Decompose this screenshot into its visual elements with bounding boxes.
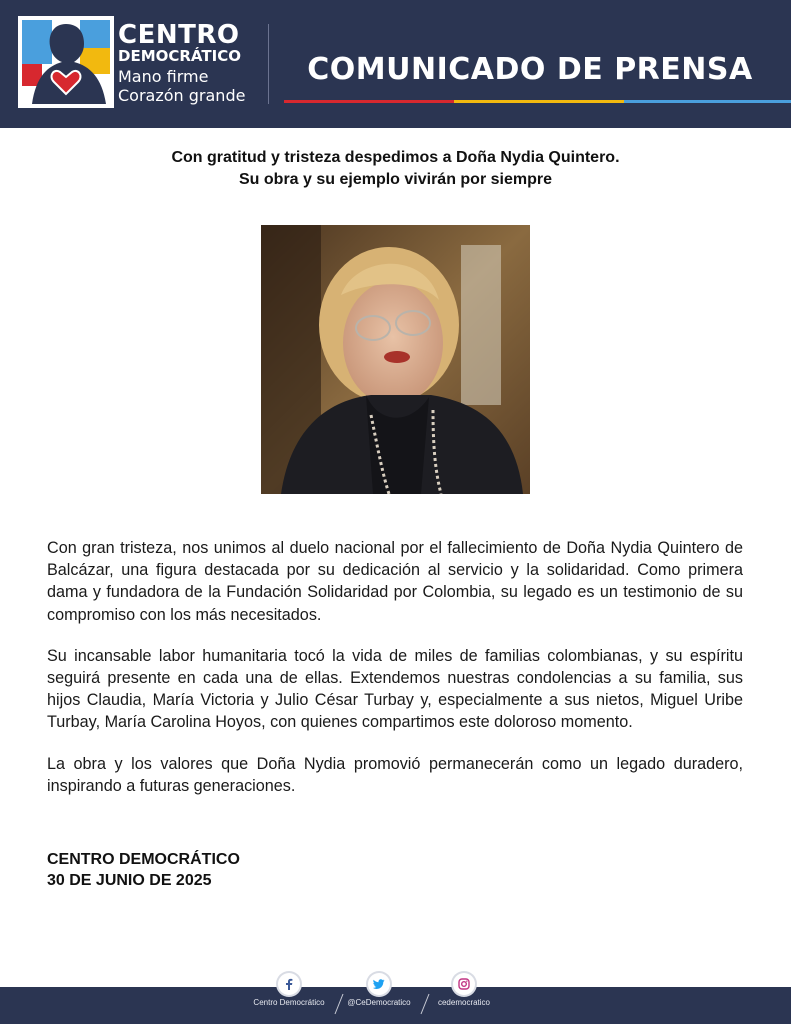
header-banner — [0, 0, 791, 128]
brand-block — [118, 22, 245, 105]
signature-org: CENTRO DEMOCRÁTICO — [47, 851, 240, 868]
headline — [0, 147, 791, 191]
facebook-label: Centro Democrático — [253, 998, 325, 1007]
party-logo — [18, 16, 114, 108]
brand-name: CENTRO — [118, 20, 240, 50]
headline-line1: Con gratitud y tristeza despedimos a Doña Nydia Quintero. — [171, 149, 620, 166]
press-body — [47, 537, 743, 816]
stripe-yellow — [454, 100, 624, 103]
stripe-blue — [624, 100, 791, 103]
body-paragraph-1: Con gran tristeza, nos unimos al duelo nacional por el fallecimiento de Doña Nydia Quintero de Balcázar, una figura destacada por su dedicación al servicio y la solidaridad. Como primera dama y fundadora de la Fundación Solidaridad por Colombia, su legado es un testimonio de su compromiso con los más necesitados. — [47, 539, 743, 624]
stripe-red — [284, 100, 454, 103]
signature-date: 30 DE JUNIO DE 2025 — [47, 872, 212, 889]
twitter-icon[interactable] — [368, 973, 390, 995]
brand-slogan-line2: Corazón grande — [118, 86, 246, 105]
header-divider — [268, 24, 269, 104]
footer-instagram[interactable] — [409, 973, 519, 1007]
body-paragraph-3: La obra y los valores que Doña Nydia promovió permanecerán como un legado duradero, inspirando a futuras generaciones. — [47, 754, 743, 795]
twitter-label: @CeDemocratico — [347, 998, 411, 1007]
press-release-title: COMUNICADO DE PRENSA — [307, 52, 753, 87]
brand-slogan-line1: Mano firme — [118, 67, 209, 86]
signature-block — [47, 849, 240, 891]
instagram-icon[interactable] — [453, 973, 475, 995]
headline-line2: Su obra y su ejemplo vivirán por siempre — [239, 171, 552, 188]
portrait-photo — [261, 225, 530, 494]
facebook-icon[interactable] — [278, 973, 300, 995]
brand-subtitle: DEMOCRÁTICO — [118, 47, 241, 65]
body-paragraph-2: Su incansable labor humanitaria tocó la vida de miles de familias colombianas, y su espíritu seguirá presente en cada una de ellas. Extendemos nuestras condolencias a su familia, sus hijos Claudia, María Victoria y Julio César Turbay y, especialmente a sus nietos, Miguel Uribe Turbay, María Carolina Hoyos, con quienes compartimos este doloroso momento. — [47, 646, 743, 732]
instagram-label: cedemocratico — [437, 998, 491, 1007]
